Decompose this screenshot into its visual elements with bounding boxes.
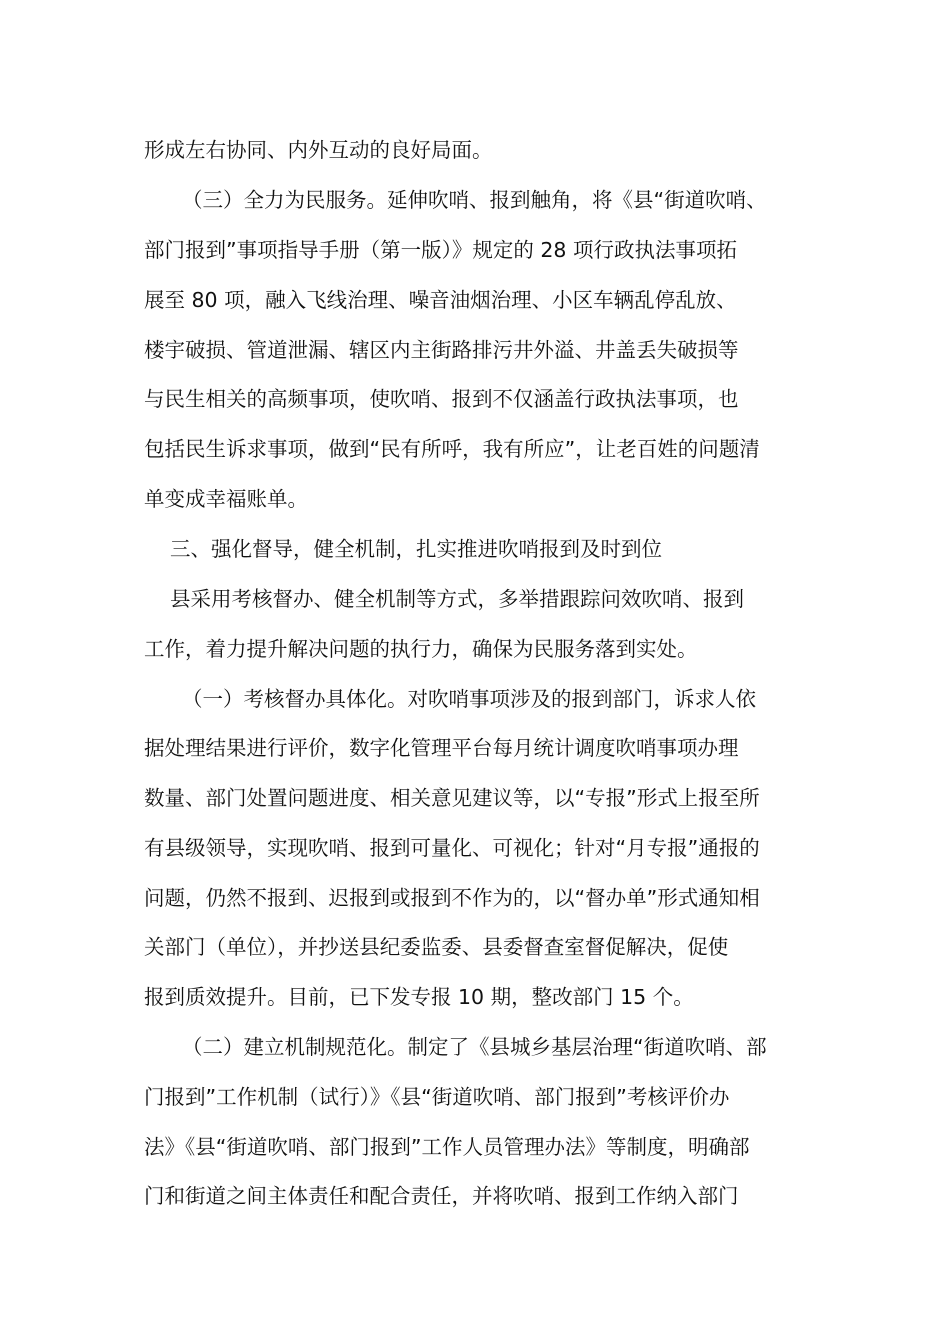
text-line: 工作，着力提升解决问题的执行力，确保为民服务落到实处。 bbox=[144, 637, 698, 661]
text-line: 单变成幸福账单。 bbox=[144, 487, 308, 511]
text-line: 包括民生诉求事项，做到“民有所呼，我有所应”，让老百姓的问题清 bbox=[144, 437, 760, 461]
text-line: 展至 80 项，融入飞线治理、噪音油烟治理、小区车辆乱停乱放、 bbox=[144, 288, 737, 312]
section-heading: 三、强化督导，健全机制，扎实推进吹哨报到及时到位 bbox=[170, 537, 662, 561]
text-line: （一）考核督办具体化。对吹哨事项涉及的报到部门，诉求人依 bbox=[182, 687, 756, 711]
text-line: 有县级领导，实现吹哨、报到可量化、可视化；针对“月专报”通报的 bbox=[144, 836, 760, 860]
text-line: 部门报到”事项指导手册（第一版）》规定的 28 项行政执法事项拓 bbox=[144, 238, 737, 262]
text-line: 县采用考核督办、健全机制等方式，多举措跟踪问效吹哨、报到 bbox=[170, 587, 744, 611]
text-line: 数量、部门处置问题进度、相关意见建议等，以“专报”形式上报至所 bbox=[144, 786, 760, 810]
text-line: 门和街道之间主体责任和配合责任，并将吹哨、报到工作纳入部门 bbox=[144, 1184, 739, 1208]
text-line: 关部门（单位），并抄送县纪委监委、县委督查室督促解决，促使 bbox=[144, 935, 729, 959]
text-line: 法》《县“街道吹哨、部门报到”工作人员管理办法》等制度，明确部 bbox=[144, 1135, 750, 1159]
text-line: 据处理结果进行评价，数字化管理平台每月统计调度吹哨事项办理 bbox=[144, 736, 739, 760]
text-line: 问题，仍然不报到、迟报到或报到不作为的，以“督办单”形式通知相 bbox=[144, 886, 760, 910]
text-line: 形成左右协同、内外互动的良好局面。 bbox=[144, 138, 493, 162]
text-line: （三）全力为民服务。延伸吹哨、报到触角，将《县“街道吹哨、 bbox=[182, 188, 767, 212]
text-line: 门报到”工作机制（试行）》《县“街道吹哨、部门报到”考核评价办 bbox=[144, 1085, 730, 1109]
text-line: （二）建立机制规范化。制定了《县城乡基层治理“街道吹哨、部 bbox=[182, 1035, 767, 1059]
text-line: 楼宇破损、管道泄漏、辖区内主街路排污井外溢、井盖丢失破损等 bbox=[144, 338, 739, 362]
text-line: 与民生相关的高频事项，使吹哨、报到不仅涵盖行政执法事项，也 bbox=[144, 387, 739, 411]
text-line: 报到质效提升。目前，已下发专报 10 期，整改部门 15 个。 bbox=[144, 985, 694, 1009]
